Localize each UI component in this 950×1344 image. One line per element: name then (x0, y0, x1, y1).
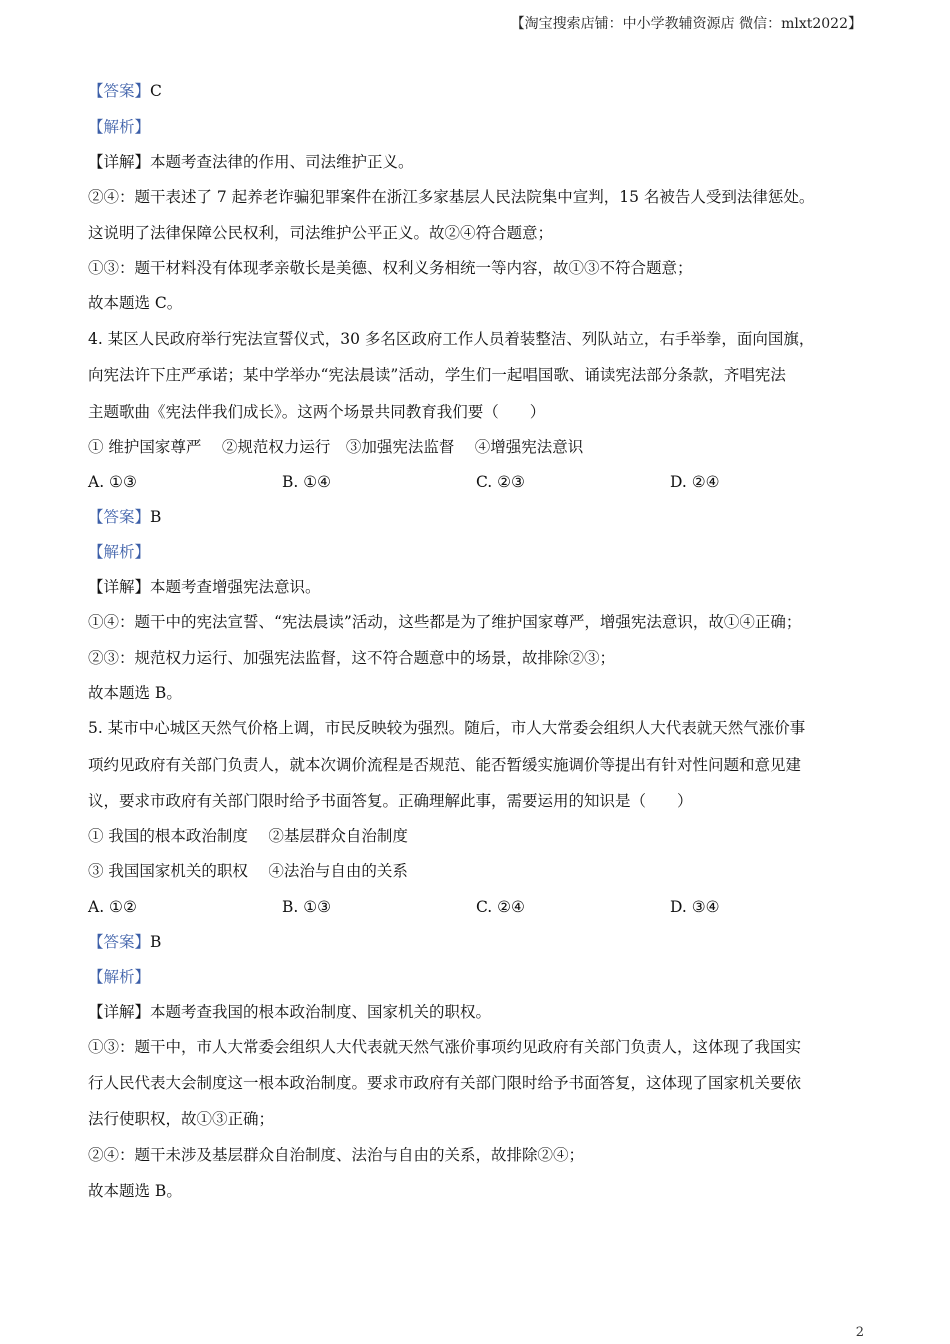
conclusion-line: 故本题选 B。 (88, 1182, 182, 1200)
analysis-tag: 【解析】 (88, 118, 151, 136)
q4-answer-line (88, 507, 161, 527)
option-a: A. ①② (88, 898, 137, 916)
conclusion-line: 故本题选 B。 (88, 684, 182, 702)
explanation-line: ②④：题干未涉及基层群众自治制度、法治与自由的关系，故排除②④； (88, 1146, 585, 1164)
explanation-line: 行人民代表大会制度这一根本政治制度。要求市政府有关部门限时给予书面答复，这体现了国家机关要依 (88, 1074, 802, 1092)
explanation-line: ①③：题干中，市人大常委会组织人大代表就天然气涨价事项约见政府有关部门负责人，这体现了我国实 (88, 1038, 802, 1056)
detail-line: 【详解】本题考查我国的根本政治制度、国家机关的职权。 (88, 1003, 492, 1021)
explanation-line: 法行使职权，故①③正确； (88, 1110, 275, 1128)
page-number: 2 (855, 1325, 864, 1340)
answer-tag: 【答案】 (88, 508, 151, 526)
conclusion-line: 故本题选 C。 (88, 294, 183, 312)
option-b: B. ①④ (282, 473, 332, 491)
explanation-line: ①④：题干中的宪法宣誓、“宪法晨读”活动，这些都是为了维护国家尊严，增强宪法意识，故①④正确； (88, 613, 802, 631)
question-stem: 4. 某区人民政府举行宪法宣誓仪式，30 多名区政府工作人员着装整洁、列队站立，右手举拳，面向国旗， (88, 330, 815, 348)
question-items: ① 维护国家尊严 ②规范权力运行 ③加强宪法监督 ④增强宪法意识 (88, 438, 584, 456)
detail-line: 【详解】本题考查增强宪法意识。 (88, 578, 321, 596)
question-stem: 项约见政府有关部门负责人，就本次调价流程是否规范、能否暂缓实施调价等提出有针对性问题和意见建 (88, 756, 802, 774)
explanation-line: ②④：题干表述了 7 起养老诈骗犯罪案件在浙江多家基层人民法院集中宣判，15 名被告人受到法律惩处。 (88, 188, 815, 206)
question-stem: 主题歌曲《宪法伴我们成长》。这两个场景共同教育我们要（ ） (88, 403, 546, 421)
explanation-line: ①③：题干材料没有体现孝亲敬长是美德、权利义务相统一等内容，故①③不符合题意； (88, 259, 693, 277)
explanation-line: ②③：规范权力运行、加强宪法监督，这不符合题意中的场景，故排除②③； (88, 649, 616, 667)
analysis-tag: 【解析】 (88, 543, 151, 561)
page-header: 【淘宝搜索店铺：中小学教辅资源店 微信：mlxt2022】 (510, 16, 862, 32)
option-c: C. ②④ (476, 898, 525, 916)
option-c: C. ②③ (476, 473, 525, 491)
q5-answer-line (88, 932, 161, 952)
option-d: D. ③④ (670, 898, 720, 916)
question-stem: 议，要求市政府有关部门限时给予书面答复。正确理解此事，需要运用的知识是（ ） (88, 792, 693, 810)
q3-answer-line (88, 81, 162, 101)
question-items: ③ 我国国家机关的职权 ④法治与自由的关系 (88, 862, 408, 880)
answer-tag: 【答案】 (88, 82, 151, 100)
analysis-tag: 【解析】 (88, 968, 151, 986)
detail-line: 【详解】本题考查法律的作用、司法维护正义。 (88, 153, 414, 171)
option-a: A. ①③ (88, 473, 137, 491)
explanation-line: 这说明了法律保障公民权利，司法维护公平正义。故②④符合题意； (88, 224, 554, 242)
answer-value: B (150, 508, 162, 526)
question-stem: 向宪法许下庄严承诺；某中学举办“宪法晨读”活动，学生们一起唱国歌、诵读宪法部分条款，齐唱宪法 (88, 366, 786, 384)
answer-value: C (150, 82, 162, 100)
option-d: D. ②④ (670, 473, 720, 491)
question-stem: 5. 某市中心城区天然气价格上调，市民反映较为强烈。随后，市人大常委会组织人大代表就天然气涨价事 (88, 719, 806, 737)
option-b: B. ①③ (282, 898, 332, 916)
answer-value: B (150, 933, 162, 951)
question-items: ① 我国的根本政治制度 ②基层群众自治制度 (88, 827, 408, 845)
answer-tag: 【答案】 (88, 933, 151, 951)
